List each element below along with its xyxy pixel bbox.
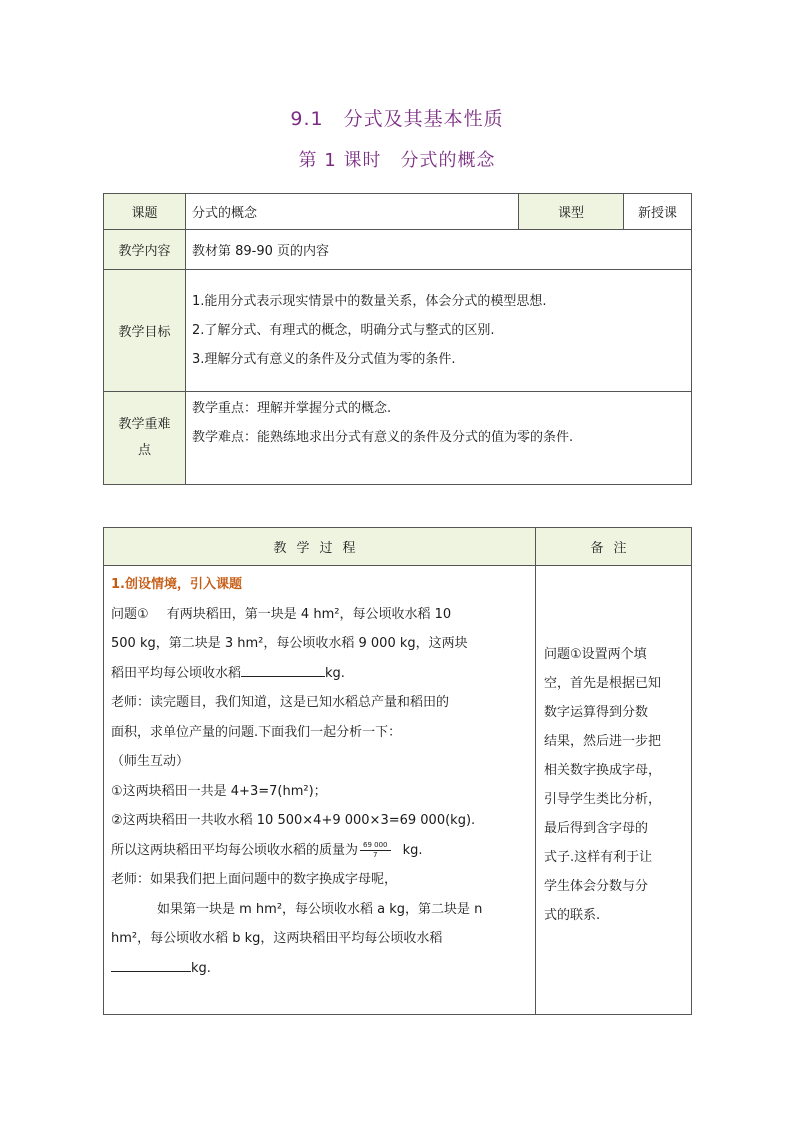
topic-value: 分式的概念 [186,194,519,230]
goals-row [104,270,692,392]
interaction-line: （师生互动） [111,754,190,769]
note-line: 最后得到含字母的 [544,821,649,836]
unit-label: kg. [325,665,345,681]
process-header-row [104,528,692,566]
notes-content [536,566,692,1015]
content-value: 教材第 89-90 页的内容 [186,230,692,270]
keypoint-item: 教学重点：理解并掌握分式的概念. [192,401,392,416]
section-title: 1.创设情境，引入课题 [111,577,242,592]
note-line: 数字运算得到分数 [544,705,649,720]
letter-line: hm²，每公顷收水稻 b kg，这两块稻田平均每公顷收水稻 [111,931,443,946]
note-line: 学生体会分数与分 [544,879,649,894]
keypoints-row [104,392,692,485]
answer-blank [241,660,325,677]
question-line [111,659,529,689]
note-line: 相关数字换成字母， [544,763,662,778]
fraction-numerator: 69 000 [360,841,391,851]
letter-line: 如果第一块是 m hm²，每公顷收水稻 a kg，第二块是 n [157,901,483,917]
unit-label: kg. [191,960,211,976]
teacher-line: 老师：读完题目，我们知道，这是已知水稻总产量和稻田的 [111,695,450,710]
fraction-denominator: 7 [373,850,378,859]
keypoint-item: 教学难点：能熟练地求出分式有意义的条件及分式的值为零的条件. [192,430,574,445]
teacher-line: 面积，求单位产量的问题.下面我们一起分析一下： [111,724,402,740]
goals-label: 教学目标 [104,270,186,392]
goals-list [186,270,692,392]
step-line: ①这两块稻田一共是 4+3=7(hm²)； [111,783,327,799]
fraction [360,841,391,860]
process-body-row [104,566,692,1015]
process-table [103,527,692,1015]
note-line: 结果，然后进一步把 [544,734,662,749]
letter-line [111,954,529,984]
note-line: 式子.这样有利于让 [544,850,653,865]
goal-item: 1.能用分式表示现实情景中的数量关系，体会分式的模型思想. [192,294,547,309]
note-line: 式的联系. [544,908,601,923]
question-line [111,600,529,630]
info-table [103,193,692,485]
question-line: 500 kg，第二块是 3 hm²，每公顷收水稻 9 000 kg，这两块 [111,636,468,651]
content-row [104,230,692,270]
question-text: 有两块稻田，第一块是 4 hm²，每公顷收水稻 10 [166,606,452,622]
notes-header: 备注 [536,528,692,566]
question-text: 稻田平均每公顷收水稻 [111,665,242,681]
process-content [104,566,536,1015]
step-line: ②这两块稻田一共收水稻 10 500×4+9 000×3=69 000(kg). [111,813,476,828]
topic-row [104,194,692,230]
answer-blank [111,955,191,972]
lesson-title: 9.1 分式及其基本性质 [290,108,504,130]
note-line: 问题①设置两个填 [544,647,647,662]
conclusion-line [111,836,529,866]
unit-label: kg. [402,842,423,858]
type-label: 课型 [519,194,624,230]
process-header: 教学过程 [104,528,536,566]
goal-item: 2.了解分式、有理式的概念，明确分式与整式的区别. [192,323,495,338]
teacher-line: 老师：如果我们把上面问题中的数字换成字母呢， [111,872,398,887]
lesson-subtitle: 第 1 课时 分式的概念 [298,150,496,171]
type-value: 新授课 [624,194,692,230]
note-line: 空，首先是根据已知 [544,676,662,691]
keypoints-label: 教学重难点 [104,392,186,485]
question-prefix: 问题① [111,606,149,622]
content-label: 教学内容 [104,230,186,270]
keypoints-list [186,392,692,485]
goal-item: 3.理解分式有意义的条件及分式值为零的条件. [192,352,456,367]
conclusion-text: 所以这两块稻田平均每公顷收水稻的质量为 [111,842,359,858]
note-line: 引导学生类比分析， [544,792,662,807]
topic-label: 课题 [104,194,186,230]
